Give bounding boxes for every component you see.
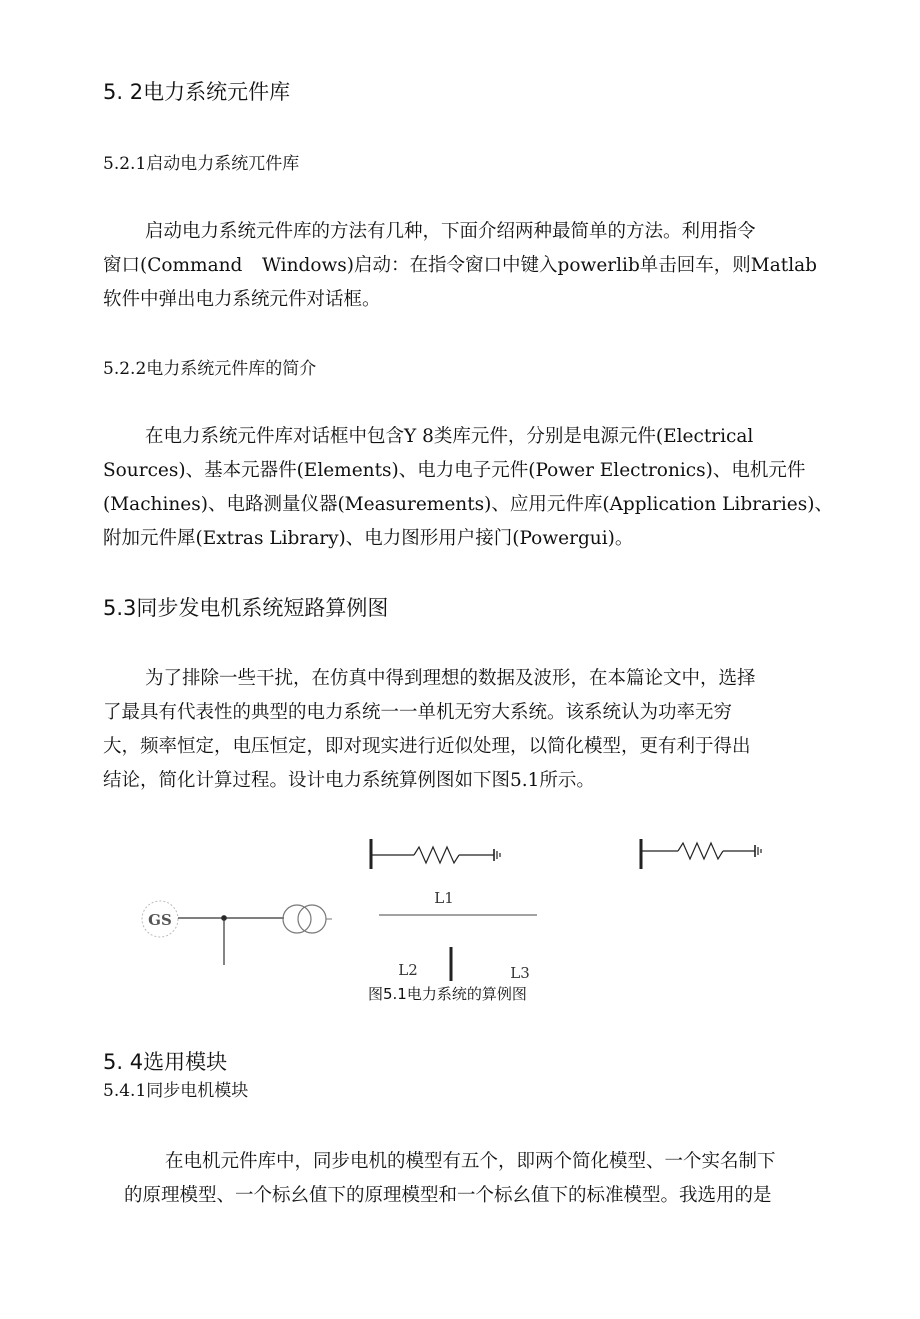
section-heading-5-4: 5. 4选用模块 <box>103 1050 228 1074</box>
paragraph-line: 在电机元件库中，同步电机的模型有五个，即两个简化模型、一个实名制下 <box>165 1151 776 1172</box>
paragraph-line: Sources)、基本元器件(Elements)、电力电子元件(Power Electronics)、电机元件 <box>103 460 806 481</box>
paragraph-line: 结论，简化计算过程。设计电力系统算例图如下图5.1所示。 <box>103 770 595 791</box>
section-heading-5-3: 5.3同步发电机系统短路算例图 <box>103 596 389 620</box>
paragraph-line <box>103 251 817 277</box>
paragraph-line: 软件中弹出电力系统元件对话框。 <box>103 289 381 310</box>
paragraph-line: 附加元件犀(Extras Library)、电力图形用户接门(Powergui)。 <box>103 528 634 549</box>
text-segment: Windows)启动：在指令窗口中键入powerlib单击回车，则Matlab <box>261 255 817 276</box>
paragraph-line: 为了排除一些干扰，在仿真中得到理想的数据及波形，在本篇论文中，选择 <box>145 668 756 689</box>
line-l2-label: L2 <box>398 961 418 979</box>
text-segment: 窗口(Command <box>103 255 243 276</box>
subsection-heading-5-2-1: 5.2.1启动电力系统兀件库 <box>103 154 300 174</box>
paragraph-line: 了最具有代表性的典型的电力系统一一单机无穷大系统。该系统认为功率无穷 <box>103 702 733 723</box>
load-branch-right <box>641 839 761 869</box>
line-l1-label: L1 <box>434 889 454 907</box>
paragraph-line: 启动电力系统元件库的方法有几种，下面介绍两种最简单的方法。利用指令 <box>145 221 756 242</box>
paragraph-line: (Machines)、电路测量仪器(Measurements)、应用元件库(Application Libraries)、 <box>103 494 833 515</box>
line-l3-label: L3 <box>510 964 530 982</box>
subsection-heading-5-4-1: 5.4.1同步电机模块 <box>103 1081 249 1101</box>
generator-feeder <box>178 916 284 965</box>
subsection-heading-5-2-2: 5.2.2电力系统元件库的简介 <box>103 359 317 379</box>
transformer-icon <box>283 905 326 933</box>
paragraph-line: 的原理模型、一个标幺值下的原理模型和一个标幺值下的标准模型。我选用的是 <box>124 1185 772 1206</box>
paragraph-line: 大，频率恒定，电压恒定，即对现实进行近似处理，以简化模型，更有利于得出 <box>103 736 751 757</box>
figure-caption: 图5.1电力系统的算例图 <box>368 985 527 1003</box>
generator-label: GS <box>148 911 172 929</box>
paragraph-line: 在电力系统元件库对话框中包含Y 8类库元件，分别是电源元件(Electrical <box>145 426 754 447</box>
section-heading-5-2: 5. 2电力系统元件库 <box>103 80 291 104</box>
load-branch-left <box>371 839 500 869</box>
